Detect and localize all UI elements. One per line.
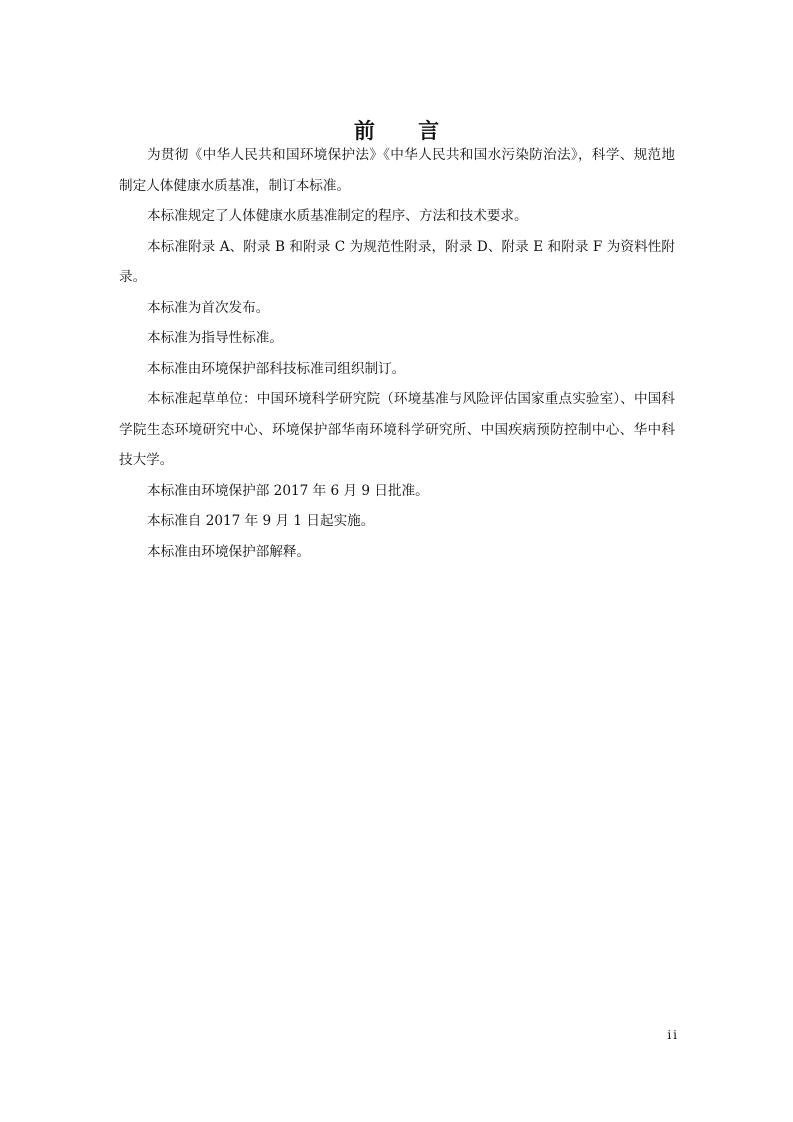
- paragraph-effective-date: 本标准自 2017 年 9 月 1 日起实施。: [147, 513, 375, 529]
- paragraph-purpose: 为贯彻《中华人民共和国环境保护法》《中华人民共和国水污染防治法》，科学、规范地制定人体健康水质基准，制订本标准。: [119, 147, 675, 194]
- page-number: ii: [667, 1028, 679, 1042]
- paragraph-first-release: 本标准为首次发布。: [147, 299, 270, 316]
- paragraph-scope: 本标准规定了人体健康水质基准制定的程序、方法和技术要求。: [147, 208, 528, 224]
- paragraph-organizer: 本标准由环境保护部科技标准司组织制订。: [147, 360, 406, 377]
- paragraph-guidance-standard: 本标准为指导性标准。: [147, 330, 283, 346]
- paragraph-interpretation: 本标准由环境保护部解释。: [147, 543, 311, 560]
- page-title: 前 言: [353, 119, 458, 144]
- paragraph-approval-date: 本标准由环境保护部 2017 年 6 月 9 日批准。: [147, 482, 429, 499]
- paragraph-appendices: 本标准附录 A、附录 B 和附录 C 为规范性附录，附录 D、附录 E 和附录 F 为资料性附录。: [119, 238, 675, 285]
- preface-body: [119, 140, 675, 567]
- paragraph-drafting-units: 本标准起草单位：中国环境科学研究院（环境基准与风险评估国家重点实验室）、中国科学院生态环境研究中心、环境保护部华南环境科学研究所、中国疾病预防控制中心、华中科技大学。: [119, 391, 675, 468]
